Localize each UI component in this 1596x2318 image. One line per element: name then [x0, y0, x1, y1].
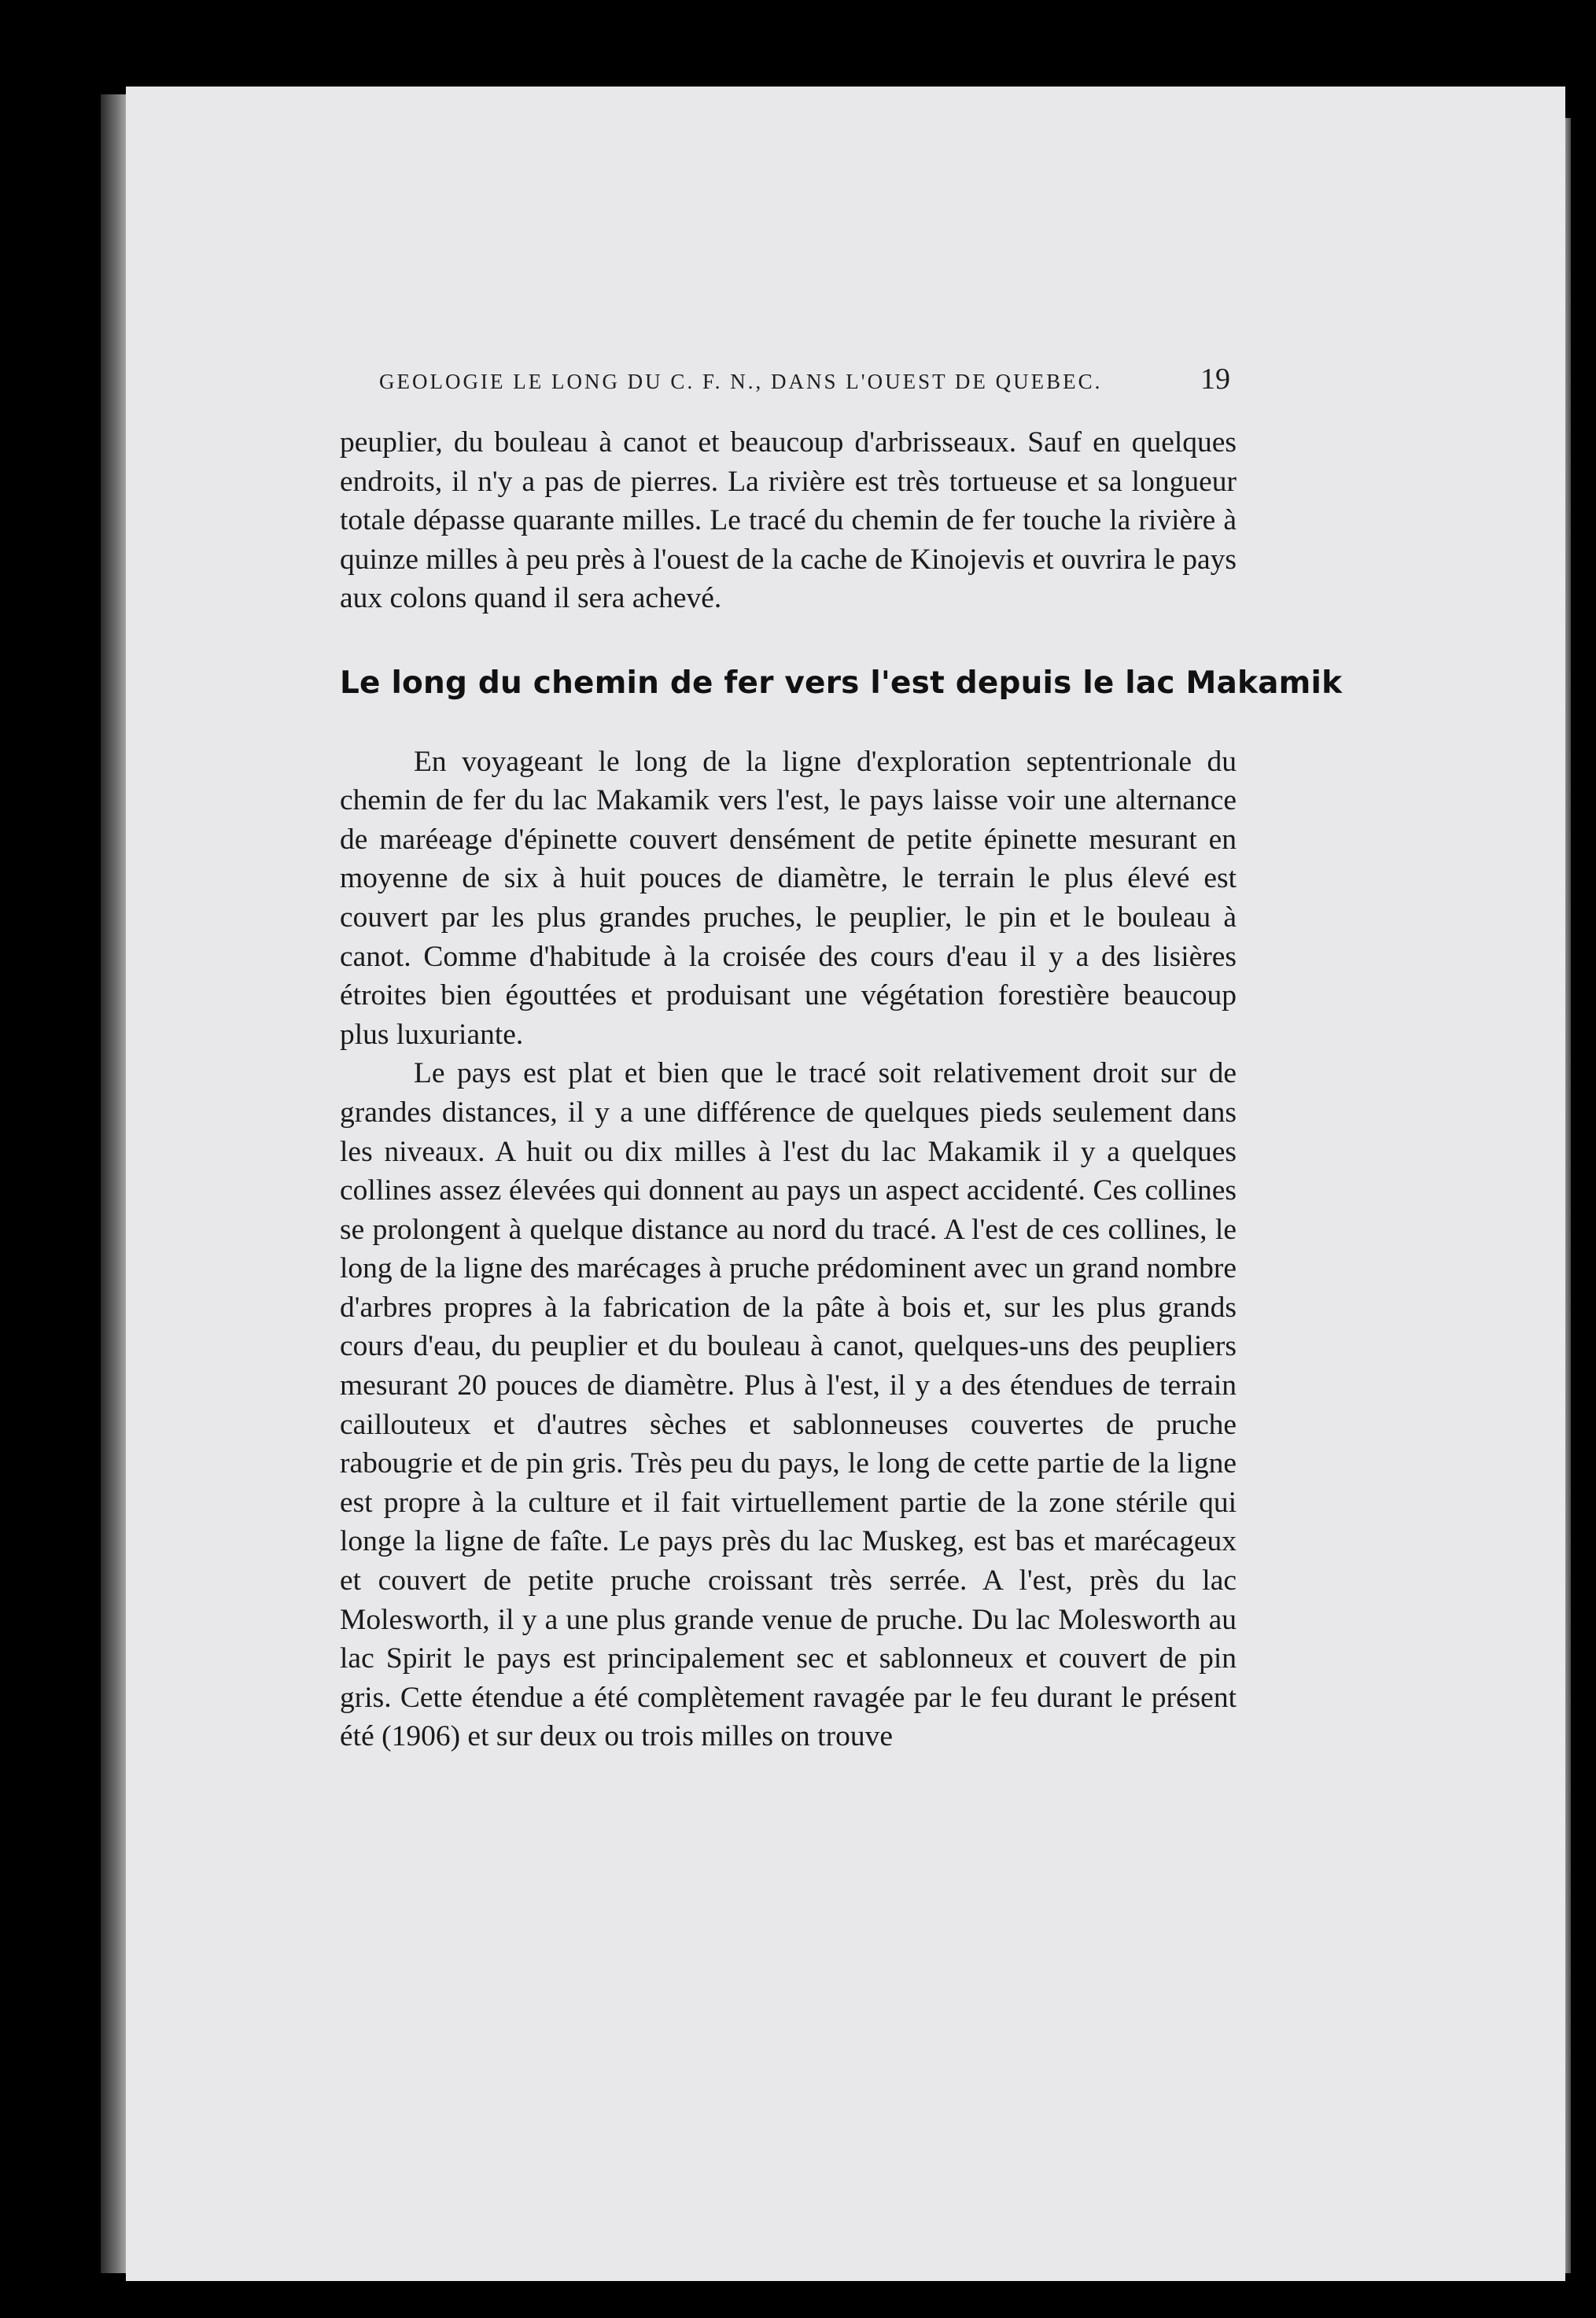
- page-body: [340, 423, 1343, 1756]
- paragraph: En voyageant le long de la ligne d'exploration septentrionale du chemin de fer du lac Makamik vers l'est, le pays laisse voir une alternance de maréeage d'épinette couvert densément de petite épinette mesurant en moyenne de six à huit pouces de diamètre, le terrain le plus élevé est couvert par les plus grandes pruches, le peuplier, le pin et le bouleau à canot. Comme d'habitude à la croisée des cours d'eau il y a des lisières étroites bien égouttées et produisant une végétation forestière beaucoup plus luxuriante.: [340, 745, 1237, 1051]
- paragraph: peuplier, du bouleau à canot et beaucoup d'arbrisseaux. Sauf en quelques endroits, il n'y a pas de pierres. La rivière est très tortueuse et sa longueur totale dépasse quarante milles. Le tracé du chemin de fer touche la rivière à quinze milles à peu près à l'ouest de la cache de Kinojevis et ouvrira le pays aux colons quand il sera achevé.: [340, 426, 1237, 615]
- paragraph: Le pays est plat et bien que le tracé soit relativement droit sur de grandes distances, il y a une différence de quelques pieds seulement dans les niveaux. A huit ou dix milles à l'est du lac Makamik il y a quelques collines assez élevées qui donnent au pays un aspect accidenté. Ces collines se prolongent à quelque distance au nord du tracé. A l'est de ces collines, le long de la ligne des marécages à pruche prédominent avec un grand nombre d'arbres propres à la fabrication de la pâte à bois et, sur les plus grands cours d'eau, du peuplier et du bouleau à canot, quelques-uns des peupliers mesurant 20 pouces de diamètre. Plus à l'est, il y a des étendues de terrain caillouteux et d'autres sèches et sablonneuses couvertes de pruche rabougrie et de pin gris. Très peu du pays, le long de cette partie de la ligne est propre à la culture et il fait virtuellement partie de la zone stérile qui longe la ligne de faîte. Le pays près du lac Muskeg, est bas et marécageux et couvert de petite pruche croissant très serrée. A l'est, près du lac Molesworth, il y a une plus grande venue de pruche. Du lac Molesworth au lac Spirit le pays est principalement sec et sablonneux et couvert de pin gris. Cette étendue a été complètement ravagée par le feu durant le présent été (1906) et sur deux ou trois milles on trouve: [340, 1057, 1237, 1753]
- section-heading: Le long du chemin de fer vers l'est depuis le lac Makamik: [340, 665, 1343, 701]
- page-number: 19: [1200, 363, 1230, 396]
- running-header: GEOLOGIE LE LONG DU C. F. N., DANS L'OUEST DE QUEBEC.: [379, 370, 1103, 393]
